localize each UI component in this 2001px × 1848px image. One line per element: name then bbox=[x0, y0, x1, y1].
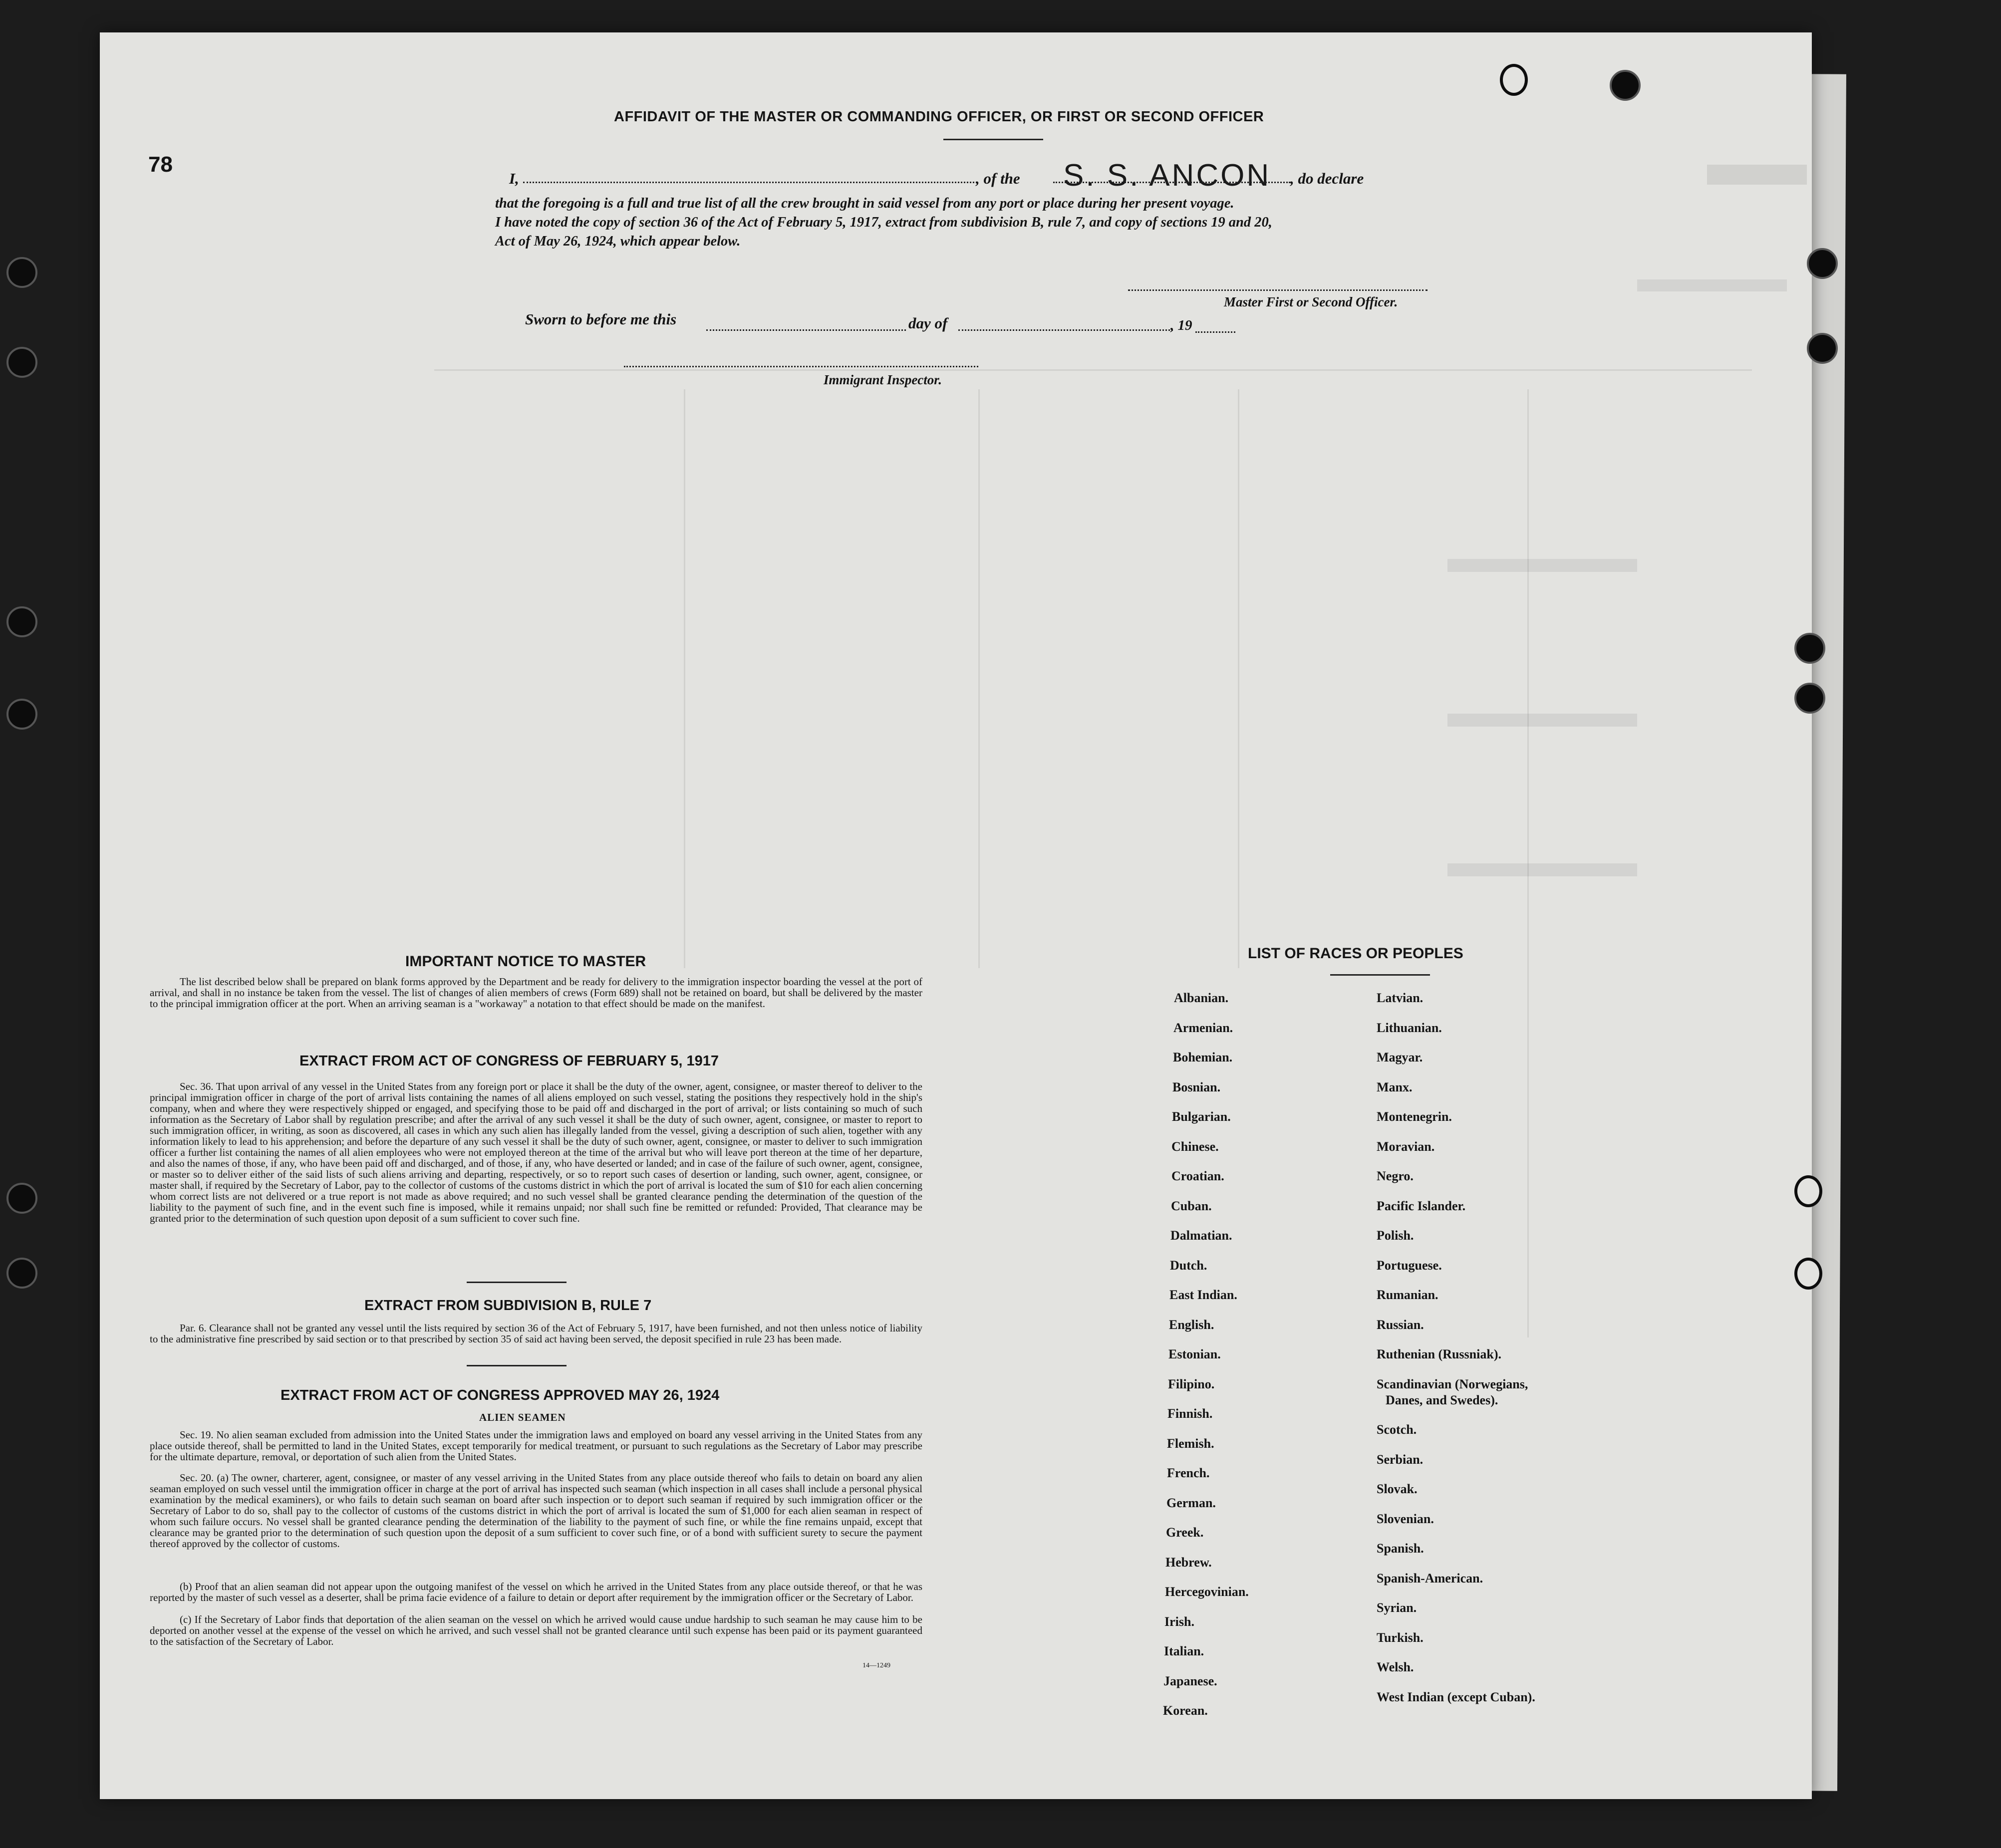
race-item: Slovak. bbox=[1377, 1482, 1418, 1496]
race-item: Syrian. bbox=[1377, 1600, 1417, 1615]
race-item: Serbian. bbox=[1377, 1452, 1424, 1467]
binder-hole-left-2 bbox=[6, 347, 37, 378]
race-item: Chinese. bbox=[1171, 1139, 1219, 1154]
inspector-label: Immigrant Inspector. bbox=[824, 372, 942, 387]
affidavit-i: I, bbox=[509, 170, 519, 187]
binder-hole-top-2 bbox=[1610, 70, 1641, 101]
race-item: Dalmatian. bbox=[1170, 1228, 1232, 1243]
race-item: Moravian. bbox=[1377, 1139, 1435, 1154]
race-item: Cuban. bbox=[1171, 1199, 1212, 1213]
extract-rule7-body: Par. 6. Clearance shall not be granted any vessel until the lists required by section 36 of the Act of February 5, 1917, have been furnished, and not then unless notice of liability to the administrative fine prescribed by said section or to that prescribed by section 35 of said act having been served, the deposit specified in rule 23 has been made. bbox=[150, 1322, 922, 1345]
inspector-blank bbox=[624, 366, 978, 367]
race-item: Turkish. bbox=[1377, 1630, 1424, 1645]
affidavit-body-2: I have noted the copy of section 36 of the Act of February 5, 1917, extract from subdivision B, rule 7, and copy of sections 19 and 20, bbox=[495, 215, 1272, 230]
binder-hole-left-6 bbox=[6, 1258, 37, 1289]
affidavit-body-1: that the foregoing is a full and true list of all the crew brought in said vessel from any port or place during her present voyage. bbox=[495, 196, 1234, 211]
binder-hole-left-4 bbox=[6, 699, 37, 730]
affidavit-declare: , do declare bbox=[1290, 170, 1364, 187]
sworn-prefix: Sworn to before me this bbox=[525, 310, 677, 328]
race-item: Albanian. bbox=[1174, 991, 1229, 1005]
race-item: Spanish-American. bbox=[1377, 1571, 1483, 1585]
form-number: 14—1249 bbox=[862, 1662, 890, 1669]
race-item: English. bbox=[1169, 1318, 1214, 1332]
race-item: Croatian. bbox=[1171, 1169, 1224, 1183]
affidavit-title-rule bbox=[943, 139, 1043, 140]
race-item: Greek. bbox=[1166, 1525, 1204, 1540]
race-item: Welsh. bbox=[1377, 1660, 1414, 1674]
race-item: Bohemian. bbox=[1173, 1050, 1233, 1064]
race-item: East Indian. bbox=[1169, 1288, 1237, 1302]
binder-ring-top-1 bbox=[1500, 64, 1528, 96]
extract-1924-title: EXTRACT FROM ACT OF CONGRESS APPROVED MAY 26, 1924 bbox=[281, 1387, 720, 1403]
binder-hole-right-1 bbox=[1807, 248, 1838, 279]
race-item: Russian. bbox=[1377, 1318, 1424, 1332]
binder-hole-right-4 bbox=[1794, 683, 1825, 714]
race-item: Armenian. bbox=[1173, 1021, 1233, 1035]
race-item: Manx. bbox=[1377, 1080, 1413, 1094]
binder-hole-right-2 bbox=[1807, 333, 1838, 364]
extract-rule7-rule bbox=[467, 1365, 567, 1366]
race-item: French. bbox=[1167, 1466, 1210, 1480]
notice-title: IMPORTANT NOTICE TO MASTER bbox=[405, 953, 646, 970]
vessel-name: S. S. ANCON bbox=[1063, 158, 1271, 193]
sworn-year-blank bbox=[1195, 331, 1235, 333]
affidavit-of-the: , of the bbox=[976, 170, 1020, 187]
binder-ring-right-2 bbox=[1794, 1258, 1822, 1290]
extract-1924-subtitle: ALIEN SEAMEN bbox=[479, 1411, 566, 1423]
extract-1924-sec20b: (b) Proof that an alien seaman did not appear upon the outgoing manifest of the vessel on which he arrived in the United States from any place outside thereof, or that he was reported by the master of such vessel as a deserter, shall be prima facie evidence of a failure to detain or deport after requirement by the immigration officer or the Secretary of Labor. bbox=[150, 1581, 922, 1603]
sworn-year: , 19 bbox=[1170, 317, 1192, 333]
race-item: Dutch. bbox=[1170, 1258, 1207, 1273]
binder-hole-left-1 bbox=[6, 257, 37, 288]
race-item: Latvian. bbox=[1377, 991, 1424, 1005]
affidavit-name-blank bbox=[523, 182, 977, 183]
race-item: Bosnian. bbox=[1172, 1080, 1221, 1094]
race-item: Japanese. bbox=[1163, 1674, 1217, 1688]
race-item: Polish. bbox=[1377, 1228, 1414, 1243]
race-item: Portuguese. bbox=[1377, 1258, 1442, 1273]
extract-1924-sec20c: (c) If the Secretary of Labor finds that deportation of the alien seaman on the vessel on which he arrived would cause undue hardship to such seaman he may cause him to be deported on another vessel at the expense of the vessel on which he arrived, and such vessel shall not be granted clearance until such expense has been paid or its payment guaranteed to the satisfaction of the Secretary of Labor. bbox=[150, 1613, 922, 1647]
binder-hole-left-5 bbox=[6, 1183, 37, 1214]
sworn-month-blank bbox=[958, 329, 1173, 331]
race-item: Pacific Islander. bbox=[1377, 1199, 1466, 1213]
race-item: German. bbox=[1166, 1496, 1216, 1510]
race-item: Italian. bbox=[1164, 1644, 1204, 1658]
race-item: Negro. bbox=[1377, 1169, 1414, 1183]
race-item: Rumanian. bbox=[1377, 1288, 1438, 1302]
race-item: Scandinavian (Norwegians, bbox=[1377, 1377, 1528, 1391]
race-item: Danes, and Swedes). bbox=[1386, 1393, 1498, 1407]
race-item: Hebrew. bbox=[1165, 1555, 1212, 1570]
race-item: Korean. bbox=[1163, 1703, 1208, 1718]
extract-1924-sec20a: Sec. 20. (a) The owner, charterer, agent, consignee, or master of any vessel arriving in the United States from any place outside thereof who fails to detain on board any alien seaman employed on such vessel until the immigration officer in charge at the port of arrival has inspected such seaman (which inspection in all cases shall include a personal physical examination by the medical examiners), or who fails to detain such seaman on board after such inspection or to deport such seaman if required by such immigration officer or the Secretary of Labor to do so, shall pay to the collector of customs of the customs district in which the port of arrival is located the sum of $1,000 for each alien seaman in respect of whom such failure occurs. No vessel shall be granted clearance pending the determination of the liability to the payment of such fine, or while the fine remains unpaid, except that clearance may be granted prior to the determination of such question upon the deposit of a sum sufficient to cover such fine, or of a bond with sufficient surety to secure the payment thereof approved by the collector of customs. bbox=[150, 1472, 922, 1550]
extract-1917-rule bbox=[467, 1282, 567, 1283]
notice-body: The list described below shall be prepared on blank forms approved by the Department and be ready for delivery to the immigration inspector boarding the vessel at the port of arrival, and shall in no instance be taken from the vessel. The list of changes of alien members of crews (Form 689) shall not be retained on board, but shall be delivered by the master to the principal immigration officer at the port. When an arriving seaman is a "workaway" a notation to that effect should be made on the manifest. bbox=[150, 976, 922, 1010]
race-item: Montenegrin. bbox=[1377, 1109, 1452, 1124]
race-item: Scotch. bbox=[1377, 1422, 1417, 1437]
affidavit-title: AFFIDAVIT OF THE MASTER OR COMMANDING OFFICER, OR FIRST OR SECOND OFFICER bbox=[614, 109, 1264, 125]
vessel-name-blank bbox=[1053, 182, 1290, 183]
race-item: Lithuanian. bbox=[1377, 1021, 1442, 1035]
race-item: Ruthenian (Russniak). bbox=[1377, 1347, 1501, 1361]
races-title-rule bbox=[1330, 974, 1430, 976]
races-title: LIST OF RACES OR PEOPLES bbox=[1248, 945, 1463, 962]
extract-1924-sec19: Sec. 19. No alien seaman excluded from admission into the United States under the immigration laws and employed on board any vessel arriving in the United States from any place outside thereof, shall be permitted to land in the United States, except temporarily for medical treatment, or pursuant to such regulations as the Secretary of Labor may prescribe for the ultimate departure, removal, or deportation of such alien from the United States. bbox=[150, 1429, 922, 1463]
extract-1917-body: Sec. 36. That upon arrival of any vessel in the United States from any foreign port or place it shall be the duty of the owner, agent, consignee, or master thereof to deliver to the principal immigration officer in charge of the port of arrival lists containing the names of all aliens employed on such vessel, stating the positions they respectively hold in the ship's company, when and where they were respectively shipped or engaged, and specifying those to be paid off and discharged in the port of arrival; or lists containing so much of such information as the Secretary of Labor shall by regulation prescribe; and after the arrival of any such vessel it shall be the duty of such owner, agent, consignee, or master to report to such immigration officer, in writing, as soon as discovered, all cases in which any such alien has illegally landed from the vessel, giving a description of such alien, together with any information likely to lead to his apprehension; and before the departure of any such vessel it shall be the duty of such owner, agent, consignee, or master to deliver to such immigration officer a further list containing the names of all alien employees who were not employed thereon at the time of the arrival but who will leave port thereon at the time of her departure, and also the names of those, if any, who have been paid off and discharged, and of those, if any, who have deserted or landed; and in case of the failure of such owner, agent, consignee, or master so to deliver either of the said lists of such aliens arriving and departing, respectively, or so to report such cases of desertion or landing, such owner, agent, consignee, or master shall, if required by the Secretary of Labor, pay to the collector of customs of the customs district in which the port of arrival is located the sum of $10 for each alien concerning whom correct lists are not delivered or a true report is not made as above required; and no such vessel shall be granted clearance pending the determination of the question of the liability to the payment of such fine, and in the event such fine is imposed, while it remains unpaid; nor shall such fine be remitted or refunded: Provided, That clearance may be granted prior to the determination of such question upon deposit of a sum sufficient to cover such fine. bbox=[150, 1080, 922, 1224]
binder-hole-left-3 bbox=[6, 606, 37, 637]
race-item: Estonian. bbox=[1168, 1347, 1221, 1361]
race-item: Finnish. bbox=[1167, 1406, 1213, 1421]
binder-hole-right-3 bbox=[1794, 633, 1825, 664]
signature-blank bbox=[1128, 289, 1428, 291]
race-item: Slovenian. bbox=[1377, 1512, 1434, 1526]
race-item: Bulgarian. bbox=[1172, 1109, 1231, 1124]
signature-label: Master First or Second Officer. bbox=[1224, 294, 1398, 309]
race-item: West Indian (except Cuban). bbox=[1377, 1690, 1535, 1704]
race-item: Hercegovinian. bbox=[1165, 1584, 1249, 1599]
race-item: Flemish. bbox=[1167, 1436, 1214, 1451]
race-item: Magyar. bbox=[1377, 1050, 1423, 1064]
race-item: Spanish. bbox=[1377, 1541, 1424, 1556]
page-corner-number: 78 bbox=[148, 152, 173, 177]
race-item: Filipino. bbox=[1168, 1377, 1215, 1391]
binder-ring-right-1 bbox=[1794, 1175, 1822, 1207]
extract-rule7-title: EXTRACT FROM SUBDIVISION B, RULE 7 bbox=[364, 1298, 652, 1314]
sworn-day-blank bbox=[706, 329, 906, 331]
sworn-day: day of bbox=[908, 314, 948, 332]
race-item: Irish. bbox=[1164, 1614, 1194, 1629]
extract-1917-title: EXTRACT FROM ACT OF CONGRESS OF FEBRUARY 5, 1917 bbox=[299, 1053, 719, 1069]
affidavit-body-3: Act of May 26, 1924, which appear below. bbox=[495, 234, 741, 249]
